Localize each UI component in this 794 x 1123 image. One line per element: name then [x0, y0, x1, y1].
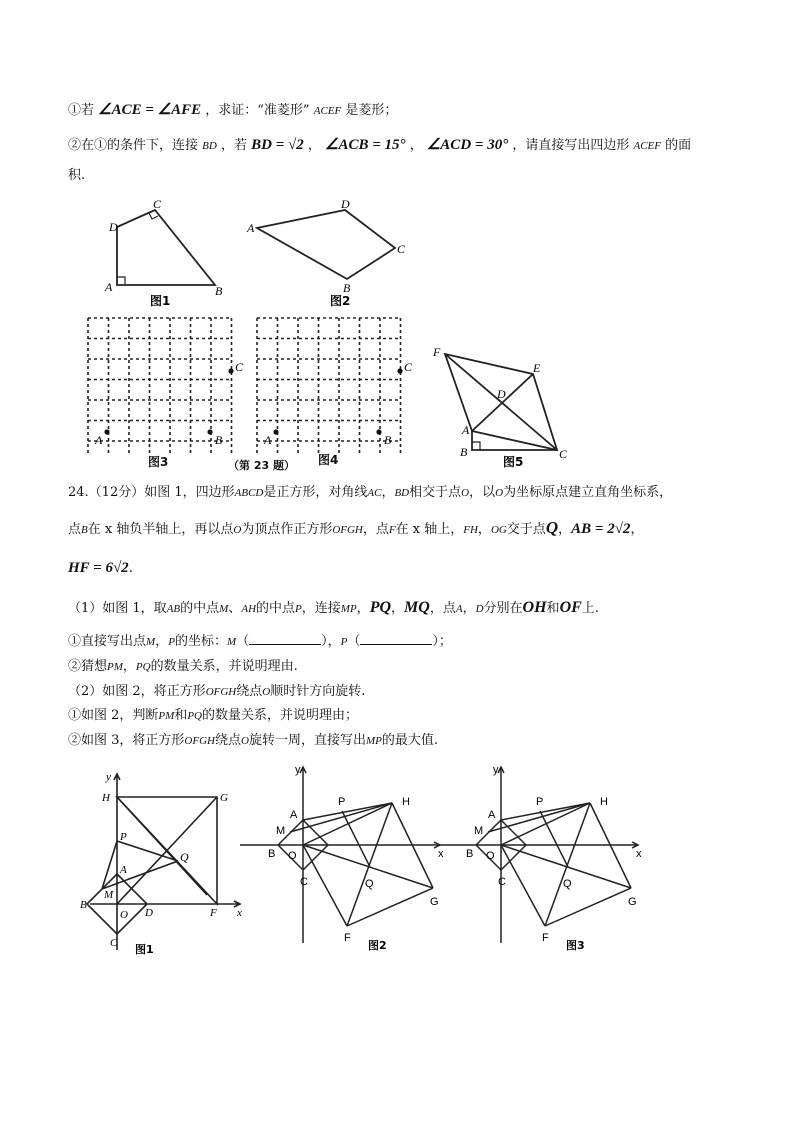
label-h: H [600, 796, 608, 808]
label-a: A [247, 221, 255, 235]
label-g: G [220, 792, 228, 804]
q24-sub1: （1）如图 1，取AB的中点M、AH的中点P，连接MP，PQ，MQ，点A，D分别在OH和OF上. [68, 599, 599, 616]
label-m: M [474, 825, 484, 837]
q24-line3: HF = 6√2. [68, 560, 133, 576]
label-a: A [95, 433, 103, 447]
right-angle-mark [117, 277, 125, 285]
label-b: B [460, 445, 468, 459]
label-y: y [106, 771, 111, 783]
q23-figure-4 [254, 315, 419, 455]
caption: 图1 [135, 943, 154, 955]
label-d: D [341, 197, 350, 211]
q23-part2-wrap: 积. [68, 168, 86, 183]
math-expression: ∠ACB = 15° [325, 137, 406, 153]
label-c: C [498, 876, 506, 888]
label-c: C [300, 876, 308, 888]
label-q: Q [365, 878, 374, 890]
answer-blank-p[interactable] [360, 632, 432, 645]
label-g: G [430, 896, 439, 908]
label-o: O [486, 850, 495, 862]
q24-figure-1 [80, 770, 250, 955]
label-c: C [559, 447, 568, 461]
label-d: D [497, 387, 506, 401]
math-expression: AB = 2√2 [571, 521, 631, 537]
quad-abcd [257, 210, 395, 279]
math-expression: ∠ACD = 30° [426, 137, 509, 153]
right-angle-mark [472, 442, 480, 450]
label-m: M [104, 889, 114, 901]
label-f: F [542, 932, 549, 944]
label-q: Q [180, 850, 189, 864]
quad-abcd [117, 210, 215, 285]
label-a: A [264, 433, 272, 447]
label-a: A [462, 423, 470, 437]
point-c [397, 368, 402, 373]
q24-sub1-2: ②猜想PM，PQ的数量关系，并说明理由. [68, 659, 298, 674]
label-f: F [344, 932, 351, 944]
caption: 图2 [330, 294, 351, 308]
label-x: x [438, 848, 444, 860]
square-abcd [303, 820, 328, 845]
q23-part1: ①若 ∠ACE = ∠AFE ，求证：“准菱形” ACEF 是菱形； [68, 102, 398, 118]
label-p: P [338, 796, 346, 808]
side-gf [347, 888, 433, 926]
label-a: A [488, 809, 496, 821]
label-y: y [295, 764, 301, 776]
point-c [228, 368, 233, 373]
segment-pq [117, 841, 178, 861]
q23-fig4-caption: 图4 [318, 453, 339, 467]
label-f: F [433, 345, 441, 359]
label-y: y [493, 764, 499, 776]
label-c: C [397, 242, 406, 256]
label-f: F [210, 907, 217, 919]
q24-line2: 点B在 x 轴负半轴上，再以点O为顶点作正方形OFGH，点F在 x 轴上，FH，OG交于点Q，AB = 2√2， [68, 518, 644, 537]
label-h: H [402, 796, 410, 808]
answer-blank-m[interactable] [249, 632, 321, 645]
q23-figure-1 [95, 195, 235, 310]
label-x: x [636, 848, 642, 860]
label-g: G [628, 896, 637, 908]
segment-ah [501, 803, 590, 820]
q24-figure-3 [438, 763, 650, 955]
label-a: A [120, 864, 127, 876]
q23-part2: ②在①的条件下，连接 BD ，若 BD = √2 ， ∠ACB = 15° ， ∠ACD = 30° ，请直接写出四边形 ACEF 的面 [68, 137, 692, 153]
caption: 图3 [566, 939, 585, 952]
label-o: O [288, 850, 297, 862]
label-m: M [276, 825, 286, 837]
label-x: x [237, 907, 242, 919]
label-b: B [384, 433, 392, 447]
label-o: O [120, 909, 128, 921]
question-caption: （第 23 题） [228, 459, 295, 472]
q24-figure-2 [240, 763, 445, 955]
math-expression: HF = 6√2 [68, 560, 129, 576]
math-expression: BD = √2 [251, 137, 304, 153]
label-p: P [120, 831, 127, 843]
q24-sub2: （2）如图 2，将正方形OFGH绕点O顺时针方向旋转. [68, 684, 366, 699]
math-expression: ∠ACE = ∠AFE [98, 102, 202, 118]
label-e: E [533, 361, 541, 375]
caption: 图2 [368, 939, 387, 952]
q23-figure-2 [245, 195, 415, 310]
label-q: Q [563, 878, 572, 890]
q23-figure-3 [85, 315, 250, 455]
label-c: C [153, 197, 162, 211]
point-a [104, 429, 109, 434]
q24-sub2-1: ①如图 2，判断PM和PQ的数量关系，并说明理由； [68, 708, 358, 723]
label-a: A [290, 809, 298, 821]
segment-mq [102, 861, 178, 889]
q24-sub1-1: ①直接写出点M，P的坐标：M（ ），P（ ）； [68, 634, 452, 649]
label-b: B [215, 284, 223, 298]
label-c: C [404, 360, 413, 374]
segment-ah [303, 803, 392, 820]
q23-figure-5 [425, 338, 585, 473]
label-b: B [268, 848, 276, 860]
label-d: D [145, 907, 153, 919]
label-d: D [109, 220, 118, 234]
label-a: A [105, 280, 113, 294]
caption: 图5 [503, 455, 524, 469]
square-abcd [501, 820, 526, 845]
q24-sub2-2: ②如图 3，将正方形OFGH绕点O旋转一周，直接写出MP的最大值. [68, 733, 438, 748]
point-b [207, 429, 212, 434]
q23-fig3-caption: 图3 [148, 455, 169, 469]
right-angle-mark [149, 213, 158, 219]
label-b: B [343, 281, 351, 295]
label-c: C [235, 360, 244, 374]
point-a [273, 429, 278, 434]
label-h: H [102, 792, 110, 804]
label-b: B [466, 848, 474, 860]
side-gf [545, 888, 631, 926]
label-c: C [110, 937, 118, 949]
caption: 图1 [150, 294, 171, 308]
label-p: P [536, 796, 544, 808]
q24-line1: 24.（12分）如图 1，四边形ABCD是正方形，对角线AC，BD相交于点O，以O为坐标原点建立直角坐标系， [68, 485, 673, 500]
point-b [376, 429, 381, 434]
label-b: B [215, 433, 223, 447]
label-b: B [80, 899, 87, 911]
